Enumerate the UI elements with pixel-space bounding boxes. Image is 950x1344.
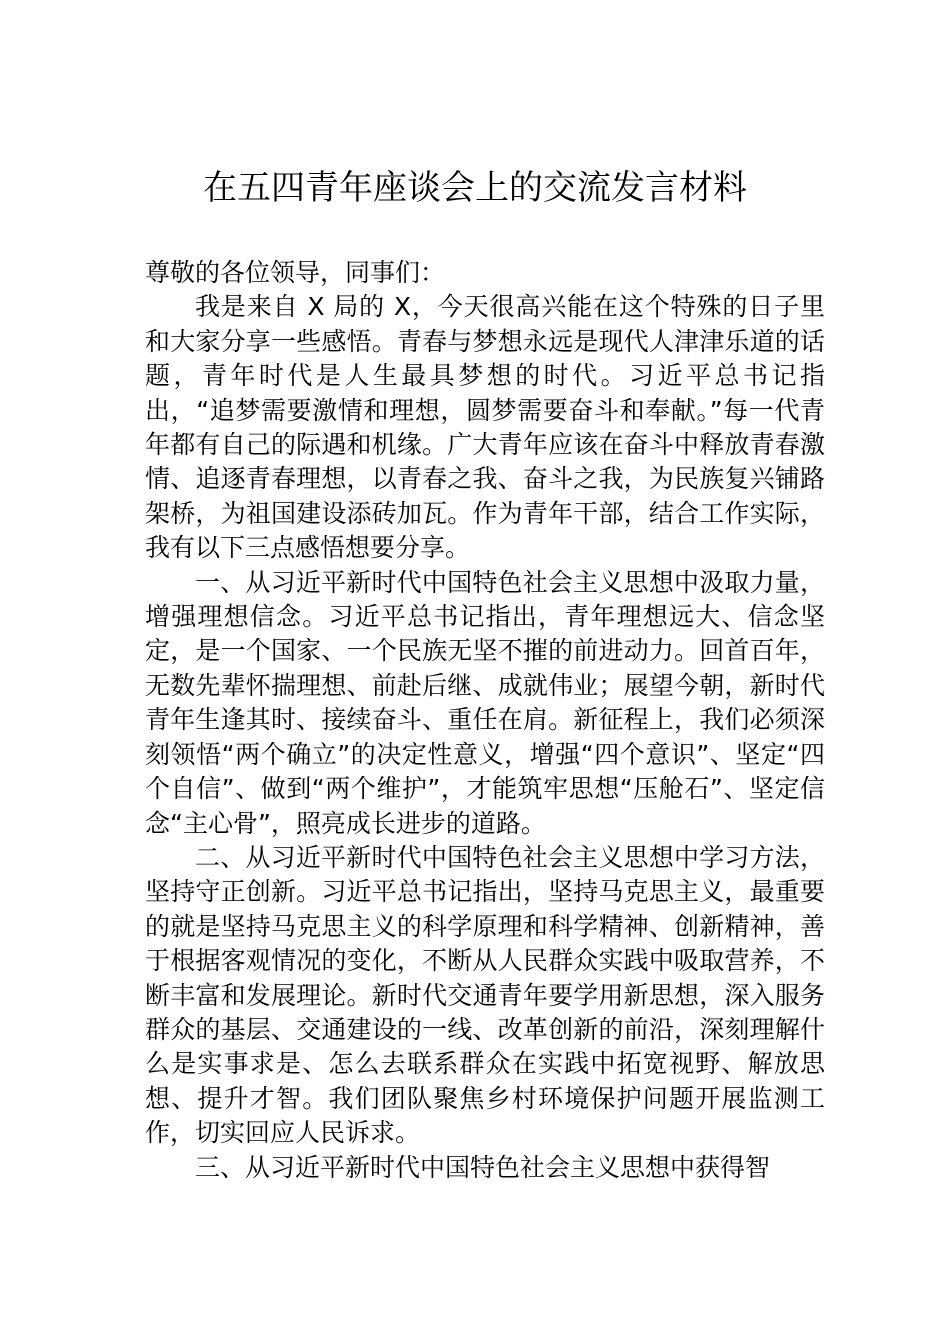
section-two-heading: 二、从习近平新时代中国特色社会主义思想中学习方法，坚持守正创新。 (145, 842, 825, 907)
section-three-heading: 三、从习近平新时代中国特色社会主义思想中获得智 (195, 1152, 771, 1182)
section-one-text: 习近平总书记指出，青年理想远大、信念坚定，是一个国家、一个民族无坚不摧的前进动力。回首百年，无数先辈怀揣理想、前赴后继、成就伟业；展望今朝，新时代青年生逢其时、接续奋斗、重任在肩。新征程上，我们必须深刻领悟“两个确立”的决定性意义，增强“四个意识”、坚定“四个自信”、做到“两个维护”，才能筑牢思想“压舱石”、坚定信念“主心骨”，照亮成长进步的道路。 (145, 602, 825, 838)
section-two-text: 习近平总书记指出，坚持马克思主义，最重要的就是坚持马克思主义的科学原理和科学精神、创新精神，善于根据客观情况的变化，不断从人民群众实践中吸取营养，不断丰富和发展理论。新时代交通青年要学用新思想，深入服务群众的基层、交通建设的一线、改革创新的前沿，深刻理解什么是实事求是、怎么去联系群众在实践中拓宽视野、解放思想、提升才智。我们团队聚焦乡村环境保护问题开展监测工作，切实回应人民诉求。 (145, 877, 825, 1148)
document-title: 在五四青年座谈会上的交流发言材料 (203, 168, 747, 208)
salutation: 尊敬的各位领导，同事们： (145, 258, 446, 287)
paragraph-section-three (145, 1151, 825, 1185)
paragraph-section-one (145, 566, 825, 841)
paragraph-section-two (145, 841, 825, 1151)
document-body (145, 256, 825, 1185)
paragraph-intro: 我是来自 X 局的 X，今天很高兴能在这个特殊的日子里和大家分享一些感悟。青春与梦想永远是现代人津津乐道的话题，青年时代是人生最具梦想的时代。习近平总书记指出，“追梦需要激情和理想，圆梦需要奋斗和奉献。”每一代青年都有自己的际遇和机缘。广大青年应该在奋斗中释放青春激情、追逐青春理想，以青春之我、奋斗之我，为民族复兴铺路架桥，为祖国建设添砖加瓦。作为青年干部，结合工作实际，我有以下三点感悟想要分享。 (145, 292, 825, 563)
section-one-heading: 一、从习近平新时代中国特色社会主义思想中汲取力量，增强理想信念。 (145, 567, 825, 632)
